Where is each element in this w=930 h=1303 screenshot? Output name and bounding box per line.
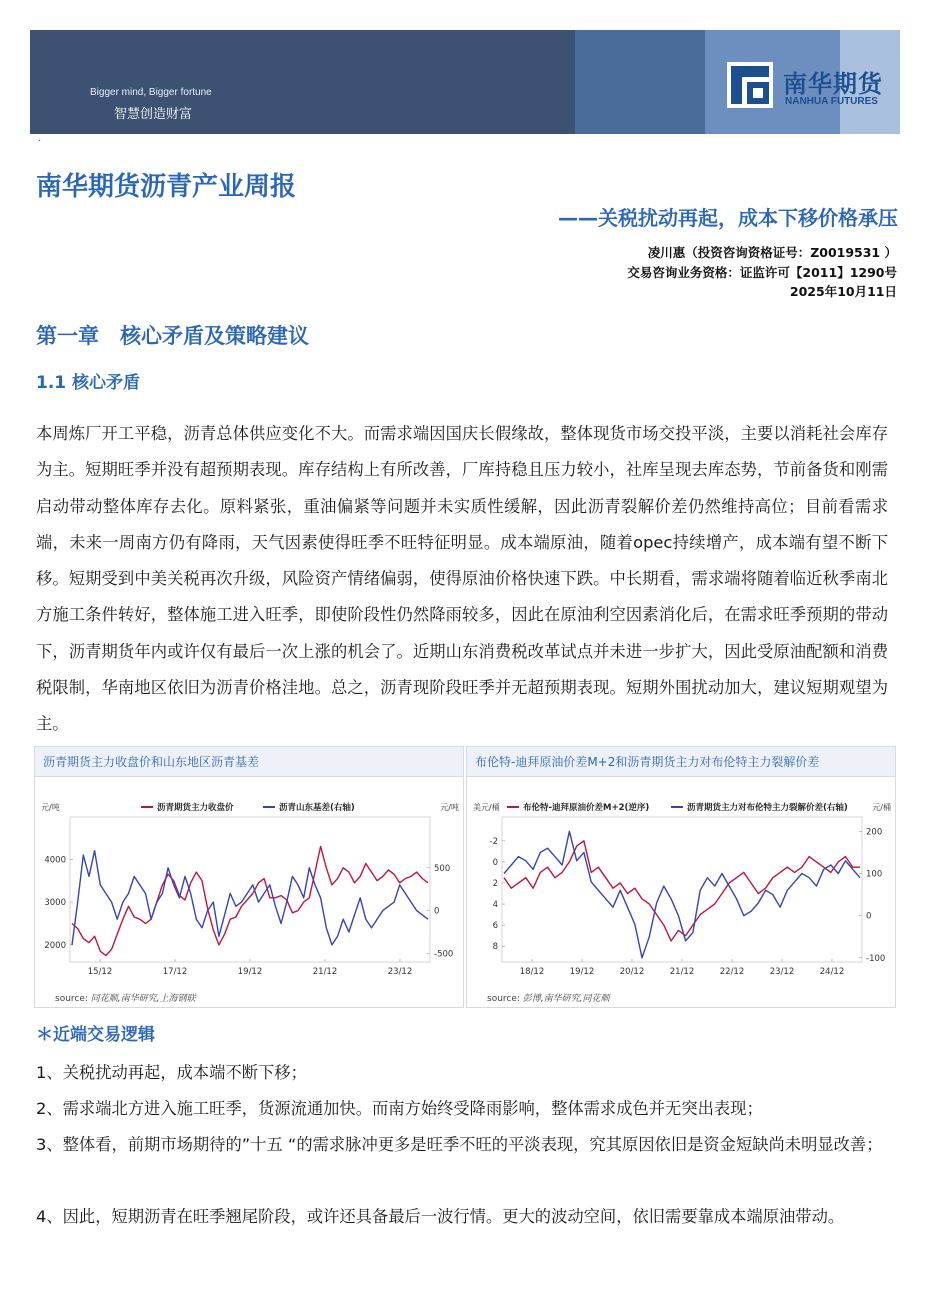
body-paragraph: 本周炼厂开工平稳，沥青总体供应变化不大。而需求端因国庆长假缘故，整体现货市场交投平淡，主要以消耗社会库存为主。短期旺季并没有超预期表现。库存结构上有所改善，厂库持稳且压力较小，社库呈现去库态势，节前备货和刚需启动带动整体库存去化。原料紧张，重油偏紧等问题并未实质性缓解，因此沥青裂解价差仍然维持高位；目前看需求端，未来一周南方仍有降雨，天气因素使得旺季不旺特征明显。成本端原油，随着opec持续增产，成本端有望不断下移。短期受到中美关税再次升级，风险资产情绪偏弱，使得原油价格快速下跌。中长期看，需求端将随着临近秋季南北方施工条件转好，整体施工进入旺季，即使阶段性仍然降雨较多，因此在原油利空因素消化后，在需求旺季预期的带动下，沥青期货年内或许仅有最后一次上涨的机会了。近期山东消费税改革试点并未进一步扩大，因此受原油配额和消费税限制，华南地区依旧为沥青价格洼地。总之，沥青现阶段旺季并无超预期表现。短期外围扰动加大，建议短期观望为主。 [36, 424, 888, 734]
y-left-tick-label: 8 [492, 942, 498, 953]
license-line: 交易咨询业务资格：证监许可【2011】1290号 [627, 265, 897, 280]
source-label: source: [55, 994, 88, 1004]
nanhua-logo-icon [727, 62, 773, 108]
series-line [504, 831, 860, 958]
y-left-tick-label: 4 [492, 900, 498, 911]
y-left-tick-label: 4000 [44, 855, 66, 866]
y-left-tick-label: 0 [492, 857, 498, 868]
x-tick-label: 23/12 [769, 967, 795, 977]
y-left-tick-label: 3000 [44, 898, 66, 909]
legend-label: 布伦特-迪拜原油价差M+2(逆序) [523, 803, 650, 813]
y-right-tick-label: 500 [434, 863, 451, 874]
logic-heading: ＊近端交易逻辑 [36, 1025, 155, 1045]
source-text: 同花顺,南华研究,上海钢联 [90, 994, 196, 1004]
logic-item: 1、关税扰动再起，成本端不断下移； [36, 1063, 307, 1082]
logic-item: 4、因此，短期沥青在旺季翘尾阶段，或许还具备最后一波行情。更大的波动空间，依旧需要靠成本端原油带动。 [36, 1207, 845, 1226]
left-unit-label: 美元/桶 [473, 803, 500, 812]
y-right-tick-label: 100 [866, 869, 883, 880]
legend-label: 沥青山东基差(右轴) [279, 803, 355, 813]
legend-label: 沥青期货主力收盘价 [157, 803, 234, 813]
y-right-tick-label: -500 [434, 949, 454, 960]
series-line [72, 846, 428, 955]
series-line [72, 851, 428, 945]
y-right-tick-label: -100 [866, 953, 886, 964]
chart-panel-crack-spread [466, 746, 896, 1008]
y-left-tick-label: -2 [489, 836, 498, 847]
y-right-tick-label: 0 [866, 911, 872, 922]
chart-crack-spread [467, 777, 897, 992]
x-tick-label: 23/12 [387, 967, 413, 977]
x-tick-label: 18/12 [519, 967, 545, 977]
legend-label: 沥青期货主力对布伦特主力裂解价差(右轴) [687, 803, 848, 813]
x-tick-label: 19/12 [237, 967, 263, 977]
logic-item: 2、需求端北方进入施工旺季，货源流通加快。而南方始终受降雨影响，整体需求成色并无突出表现； [36, 1099, 763, 1118]
x-tick-label: 21/12 [312, 967, 338, 977]
source-text: 彭博,南华研究,同花顺 [522, 994, 610, 1004]
chart-asphalt-basis [35, 777, 465, 992]
section-heading: 1.1 核心矛盾 [36, 373, 141, 393]
x-tick-label: 15/12 [87, 967, 113, 977]
header-banner [30, 30, 900, 134]
marker-dot: · [38, 136, 42, 147]
report-title: 南华期货沥青产业周报 [36, 172, 297, 202]
logo-text-cn: 南华期货 [783, 70, 883, 98]
y-left-tick-label: 2 [492, 878, 498, 889]
x-tick-label: 22/12 [719, 967, 745, 977]
y-right-tick-label: 0 [434, 906, 440, 917]
logo-text-en: NANHUA FUTURES [785, 96, 878, 107]
chart-panel-asphalt-basis [34, 746, 464, 1008]
x-tick-label: 20/12 [619, 967, 645, 977]
slogan-en: Bigger mind, Bigger fortune [90, 87, 212, 98]
banner-band [575, 30, 705, 134]
chart-source [487, 991, 610, 1004]
y-right-tick-label: 200 [866, 827, 883, 838]
right-unit-label: 元/吨 [440, 803, 459, 812]
y-left-tick-label: 6 [492, 921, 498, 932]
slogan-cn: 智慧创造财富 [114, 107, 193, 122]
x-tick-label: 17/12 [162, 967, 188, 977]
x-tick-label: 21/12 [669, 967, 695, 977]
x-tick-label: 24/12 [819, 967, 845, 977]
chart-title: 沥青期货主力收盘价和山东地区沥青基差 [35, 747, 463, 777]
y-left-tick-label: 2000 [44, 940, 66, 951]
plot-frame [502, 817, 862, 962]
source-label: source: [487, 994, 520, 1004]
right-unit-label: 元/桶 [872, 803, 891, 812]
chart-source [55, 991, 196, 1004]
author-line: 凌川惠（投资咨询资格证号：Z0019531 ） [647, 245, 897, 260]
left-unit-label: 元/吨 [41, 803, 60, 812]
report-subtitle: ——关税扰动再起，成本下移价格承压 [558, 206, 898, 230]
chart-title: 布伦特-迪拜原油价差M+2和沥青期货主力对布伦特主力裂解价差 [467, 747, 895, 777]
date-line: 2025年10月11日 [789, 284, 897, 299]
x-tick-label: 19/12 [569, 967, 595, 977]
logic-item: 3、整体看，前期市场期待的”十五 “的需求脉冲更多是旺季不旺的平淡表现，究其原因依旧是资金短缺尚未明显改善； [36, 1135, 883, 1154]
chapter-heading: 第一章 核心矛盾及策略建议 [36, 324, 309, 348]
